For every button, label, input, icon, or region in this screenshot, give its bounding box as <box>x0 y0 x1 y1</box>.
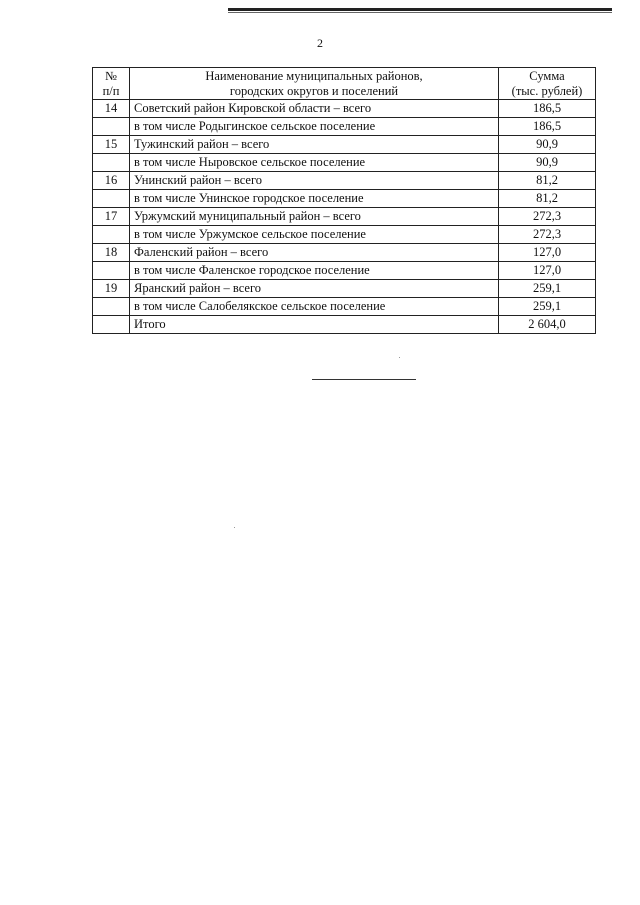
header-sum-line2: (тыс. рублей) <box>511 83 583 98</box>
header-rule <box>228 8 612 11</box>
row-sum: 127,0 <box>499 244 596 262</box>
table-row <box>93 172 596 190</box>
row-number <box>93 154 130 172</box>
row-name: в том числе Унинское городское поселение <box>130 190 499 208</box>
row-sum: 186,5 <box>499 118 596 136</box>
table-row <box>93 298 596 316</box>
row-sum: 272,3 <box>499 226 596 244</box>
row-name: Унинский район – всего <box>130 172 499 190</box>
table-row <box>93 100 596 118</box>
table-row <box>93 136 596 154</box>
table-row <box>93 208 596 226</box>
end-rule <box>312 379 416 380</box>
row-name: в том числе Родыгинское сельское поселение <box>130 118 499 136</box>
row-number: 18 <box>93 244 130 262</box>
row-number <box>93 262 130 280</box>
row-name: Фаленский район – всего <box>130 244 499 262</box>
row-sum: 272,3 <box>499 208 596 226</box>
header-rule-thin <box>228 12 612 13</box>
scan-speck <box>399 357 400 358</box>
row-name: Тужинский район – всего <box>130 136 499 154</box>
header-sum <box>499 68 596 100</box>
header-name-line2: городских округов и поселений <box>229 83 399 98</box>
row-sum: 81,2 <box>499 190 596 208</box>
row-sum: 2 604,0 <box>499 316 596 334</box>
table-row <box>93 226 596 244</box>
row-number <box>93 298 130 316</box>
row-sum: 259,1 <box>499 298 596 316</box>
row-number: 15 <box>93 136 130 154</box>
row-number <box>93 118 130 136</box>
row-name: Советский район Кировской области – всего <box>130 100 499 118</box>
row-number <box>93 226 130 244</box>
header-sum-line1: Сумма <box>529 68 565 83</box>
table-row <box>93 280 596 298</box>
row-number <box>93 190 130 208</box>
row-sum: 90,9 <box>499 136 596 154</box>
header-name-line1: Наименование муниципальных районов, <box>205 68 423 83</box>
header-name <box>130 68 499 100</box>
row-sum: 81,2 <box>499 172 596 190</box>
row-name: в том числе Уржумское сельское поселение <box>130 226 499 244</box>
row-number: 19 <box>93 280 130 298</box>
row-name: Яранский район – всего <box>130 280 499 298</box>
row-name: в том числе Салобелякское сельское поселение <box>130 298 499 316</box>
row-name: Итого <box>130 316 499 334</box>
table-header-row <box>93 68 596 100</box>
table-row <box>93 316 596 334</box>
table-row <box>93 262 596 280</box>
row-name: в том числе Фаленское городское поселение <box>130 262 499 280</box>
table-row <box>93 190 596 208</box>
row-number <box>93 316 130 334</box>
allocation-table <box>92 67 596 334</box>
table-row <box>93 244 596 262</box>
scan-speck <box>234 527 235 528</box>
table-row <box>93 118 596 136</box>
row-number: 17 <box>93 208 130 226</box>
row-name: в том числе Ныровское сельское поселение <box>130 154 499 172</box>
table-row <box>93 154 596 172</box>
row-sum: 186,5 <box>499 100 596 118</box>
header-number <box>93 68 130 100</box>
row-sum: 127,0 <box>499 262 596 280</box>
row-sum: 259,1 <box>499 280 596 298</box>
row-number: 14 <box>93 100 130 118</box>
row-name: Уржумский муниципальный район – всего <box>130 208 499 226</box>
header-number-line2: п/п <box>102 83 120 98</box>
table-body <box>93 100 596 334</box>
row-sum: 90,9 <box>499 154 596 172</box>
header-number-line1: № <box>105 68 117 83</box>
page-number: 2 <box>317 36 323 50</box>
row-number: 16 <box>93 172 130 190</box>
